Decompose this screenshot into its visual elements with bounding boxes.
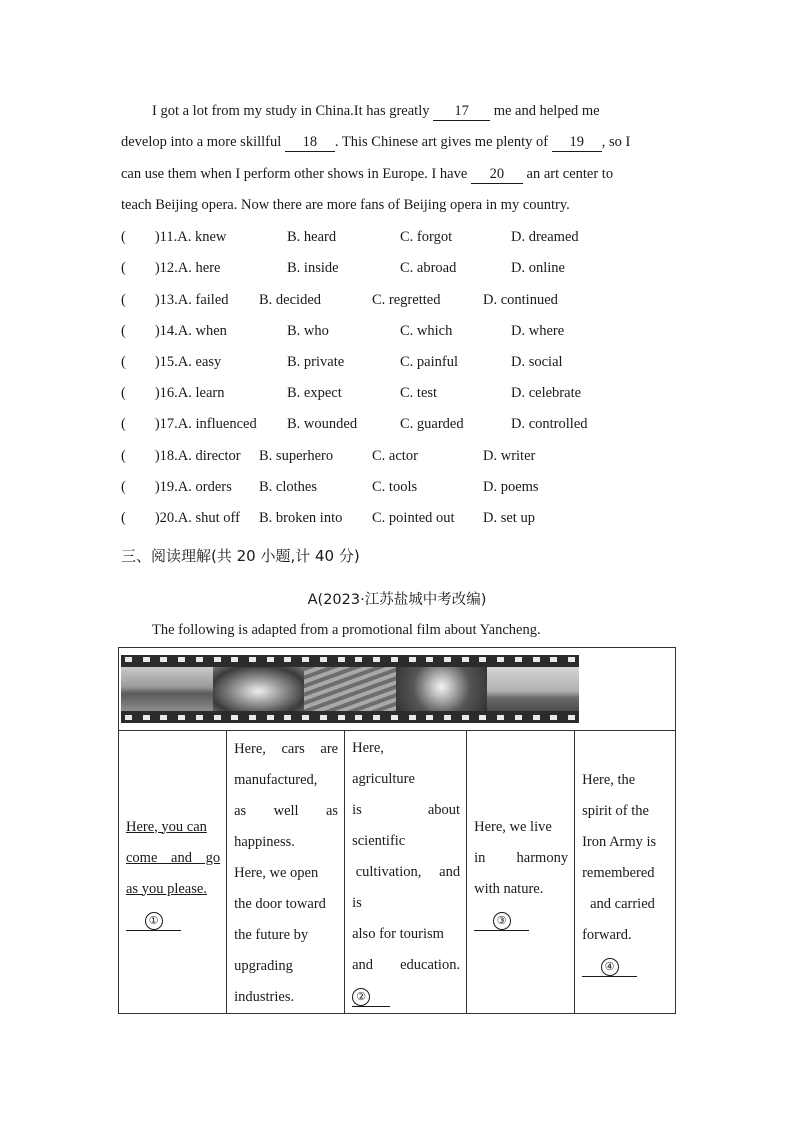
- cell-line: remembered: [582, 865, 655, 881]
- sprocket-hole: [338, 657, 345, 662]
- sprocket-holes-top: [125, 657, 575, 663]
- cell-line: Here, we live: [474, 818, 552, 835]
- sprocket-hole: [178, 657, 185, 662]
- question-option-a: ( )15.A. easy: [121, 354, 222, 370]
- sprocket-hole: [515, 657, 522, 662]
- sprocket-hole: [426, 715, 433, 720]
- cell-line: Iron Army is: [582, 834, 657, 850]
- question-option-c: C. pointed out: [372, 510, 455, 526]
- question-option-b: B. private: [287, 354, 345, 370]
- cell-line: also for tourism: [352, 925, 444, 942]
- sprocket-hole: [515, 715, 522, 720]
- sprocket-hole: [462, 657, 469, 662]
- sprocket-hole: [214, 715, 221, 720]
- car-factory-photo: [213, 667, 305, 711]
- cell-line: industries.: [234, 989, 295, 1005]
- question-option-c: C. test: [400, 385, 438, 401]
- question-option-a: ( )16.A. learn: [121, 385, 225, 401]
- sprocket-hole: [497, 657, 504, 662]
- cell-5-content: [575, 762, 675, 982]
- passage-text: , so I: [601, 134, 631, 151]
- sprocket-hole: [533, 715, 540, 720]
- passage-a-title: A(2023·江苏盐城中考改编): [307, 592, 487, 608]
- blank-mark-4: ④: [601, 958, 619, 976]
- cell-line: Here, cars are: [234, 741, 339, 757]
- cell-line: as you please.: [126, 880, 207, 897]
- passage-intro: The following is adapted from a promotional film about Yancheng.: [152, 622, 541, 638]
- cell-line: as well as: [234, 803, 339, 819]
- passage-line-3: [121, 159, 673, 190]
- cell-line: is: [352, 894, 362, 911]
- passage-paragraph: [121, 96, 673, 221]
- sprocket-hole: [497, 715, 504, 720]
- sprocket-hole: [391, 715, 398, 720]
- question-option-b: B. who: [287, 323, 329, 339]
- cell-line: manufactured,: [234, 772, 318, 788]
- passage-line-1: [121, 96, 673, 127]
- sprocket-hole: [125, 657, 132, 662]
- cell-1-content: [119, 809, 226, 936]
- sprocket-hole: [160, 657, 167, 662]
- farmland-photo: [304, 667, 396, 711]
- question-option-b: B. decided: [259, 292, 322, 308]
- question-option-b: B. wounded: [287, 416, 358, 432]
- blank-19: 19: [552, 133, 602, 152]
- sprocket-hole: [550, 657, 557, 662]
- cell-line: Here, the: [582, 772, 636, 788]
- cell-line: cultivation, and: [352, 863, 461, 880]
- question-option-d: D. writer: [483, 448, 536, 464]
- question-option-a: ( )12.A. here: [121, 260, 221, 276]
- question-option-d: D. controlled: [511, 416, 588, 432]
- sprocket-hole: [568, 715, 575, 720]
- question-option-d: D. where: [511, 323, 565, 339]
- cell-line: the future by: [234, 927, 309, 943]
- cell-line: come and go: [126, 849, 221, 866]
- question-option-d: D. celebrate: [511, 385, 582, 401]
- sprocket-hole: [249, 657, 256, 662]
- cell-line: happiness.: [234, 834, 295, 850]
- question-option-c: C. which: [400, 323, 453, 339]
- sprocket-hole: [178, 715, 185, 720]
- blank-mark-3: ③: [493, 912, 511, 930]
- question-option-d: D. poems: [483, 479, 539, 495]
- sprocket-hole: [479, 715, 486, 720]
- question-option-b: B. expect: [287, 385, 342, 401]
- city-skyline-photo: [121, 667, 213, 711]
- question-option-a: ( )11.A. knew: [121, 229, 227, 245]
- sprocket-hole: [143, 715, 150, 720]
- table-cell-1: [119, 731, 227, 1014]
- question-option-a: ( )14.A. when: [121, 323, 227, 339]
- passage-text: me and helped me: [490, 103, 600, 119]
- sprocket-hole: [249, 715, 256, 720]
- sprocket-hole: [391, 657, 398, 662]
- question-option-a: ( )18.A. director: [121, 448, 241, 464]
- sprocket-hole: [267, 715, 274, 720]
- question-option-b: B. heard: [287, 229, 337, 245]
- question-option-c: C. abroad: [400, 260, 457, 276]
- sprocket-hole: [568, 657, 575, 662]
- blank-20: 20: [471, 165, 523, 184]
- question-option-d: D. online: [511, 260, 565, 276]
- film-strip-image: [121, 655, 579, 723]
- cell-line: in harmony: [474, 849, 569, 866]
- cell-line: and carried: [590, 896, 655, 912]
- blank-17: 17: [433, 102, 490, 121]
- sprocket-hole: [409, 715, 416, 720]
- blank-mark-1: ①: [145, 912, 163, 930]
- question-option-b: B. broken into: [259, 510, 343, 526]
- sprocket-hole: [302, 657, 309, 662]
- blank-mark-2: ②: [352, 988, 370, 1006]
- sprocket-hole: [231, 715, 238, 720]
- sprocket-hole: [284, 657, 291, 662]
- question-option-c: C. guarded: [400, 416, 464, 432]
- passage-line-2: [121, 127, 673, 158]
- question-option-b: B. superhero: [259, 448, 334, 464]
- sprocket-hole: [196, 657, 203, 662]
- question-option-a: ( )17.A. influenced: [121, 416, 257, 432]
- cell-line: with nature.: [474, 880, 544, 897]
- sprocket-hole: [426, 657, 433, 662]
- cell-line: is about: [352, 801, 461, 818]
- sprocket-hole: [355, 657, 362, 662]
- sprocket-hole: [338, 715, 345, 720]
- sprocket-hole: [196, 715, 203, 720]
- passage-text: an art center to: [522, 165, 614, 182]
- sprocket-hole: [125, 715, 132, 720]
- passage-text: . This Chinese art gives me plenty of: [334, 134, 552, 151]
- sprocket-hole: [320, 657, 327, 662]
- sprocket-hole: [409, 657, 416, 662]
- question-option-a: ( )20.A. shut off: [121, 510, 240, 526]
- cell-2-content: [227, 731, 344, 1013]
- question-option-d: D. set up: [483, 510, 535, 526]
- monument-photo: [487, 667, 579, 711]
- cell-4-content: [467, 809, 574, 936]
- sprocket-hole: [479, 657, 486, 662]
- cell-line: scientific: [352, 832, 406, 849]
- passage-line-4: teach Beijing opera. Now there are more fans of Beijing opera in my country.: [121, 196, 570, 213]
- table-cell-4: [467, 731, 575, 1014]
- cell-line: Here, you can: [126, 818, 207, 835]
- question-option-c: C. forgot: [400, 229, 453, 245]
- question-option-c: C. actor: [372, 448, 418, 464]
- question-option-a: ( )13.A. failed: [121, 292, 229, 308]
- sprocket-hole: [302, 715, 309, 720]
- wetland-cranes-photo: [396, 667, 488, 711]
- sprocket-holes-bottom: [125, 715, 575, 721]
- cell-line: and education.: [352, 956, 461, 973]
- question-option-d: D. social: [511, 354, 563, 370]
- passage-text: develop into a more skillful: [121, 134, 285, 151]
- sprocket-hole: [143, 657, 150, 662]
- question-option-d: D. dreamed: [511, 229, 579, 245]
- question-option-c: C. regretted: [372, 292, 441, 308]
- question-option-a: ( )19.A. orders: [121, 479, 232, 495]
- cell-line: forward.: [582, 927, 632, 943]
- passage-text: can use them when I perform other shows in Europe. I have: [121, 165, 471, 182]
- sprocket-hole: [373, 715, 380, 720]
- film-strip-cell: [119, 648, 676, 731]
- cell-3-content: [345, 733, 466, 1012]
- sprocket-hole: [550, 715, 557, 720]
- section-title: 三、阅读理解(共 20 小题,计 40 分): [121, 547, 360, 565]
- sprocket-hole: [444, 715, 451, 720]
- sprocket-hole: [214, 657, 221, 662]
- promo-table: [118, 647, 676, 1014]
- question-option-b: B. clothes: [259, 479, 317, 495]
- sprocket-hole: [444, 657, 451, 662]
- sprocket-hole: [462, 715, 469, 720]
- sprocket-hole: [267, 657, 274, 662]
- film-frames: [121, 667, 579, 711]
- cell-line: Here,: [352, 739, 384, 756]
- cell-line: agriculture: [352, 770, 415, 787]
- table-cell-3: [345, 731, 467, 1014]
- passage-text: I got a lot from my study in China.It has greatly: [152, 103, 434, 119]
- cell-line: spirit of the: [582, 803, 649, 819]
- question-option-c: C. tools: [372, 479, 418, 495]
- sprocket-hole: [231, 657, 238, 662]
- sprocket-hole: [355, 715, 362, 720]
- sprocket-hole: [373, 657, 380, 662]
- cell-line: Here, we open: [234, 865, 319, 881]
- sprocket-hole: [160, 715, 167, 720]
- blank-18: 18: [285, 133, 335, 152]
- sprocket-hole: [284, 715, 291, 720]
- cell-line: upgrading: [234, 958, 293, 974]
- question-option-b: B. inside: [287, 260, 339, 276]
- cell-line: the door toward: [234, 896, 326, 912]
- question-option-d: D. continued: [483, 292, 558, 308]
- table-cell-2: [227, 731, 345, 1014]
- table-cell-5: [575, 731, 676, 1014]
- question-option-c: C. painful: [400, 354, 458, 370]
- sprocket-hole: [320, 715, 327, 720]
- sprocket-hole: [533, 657, 540, 662]
